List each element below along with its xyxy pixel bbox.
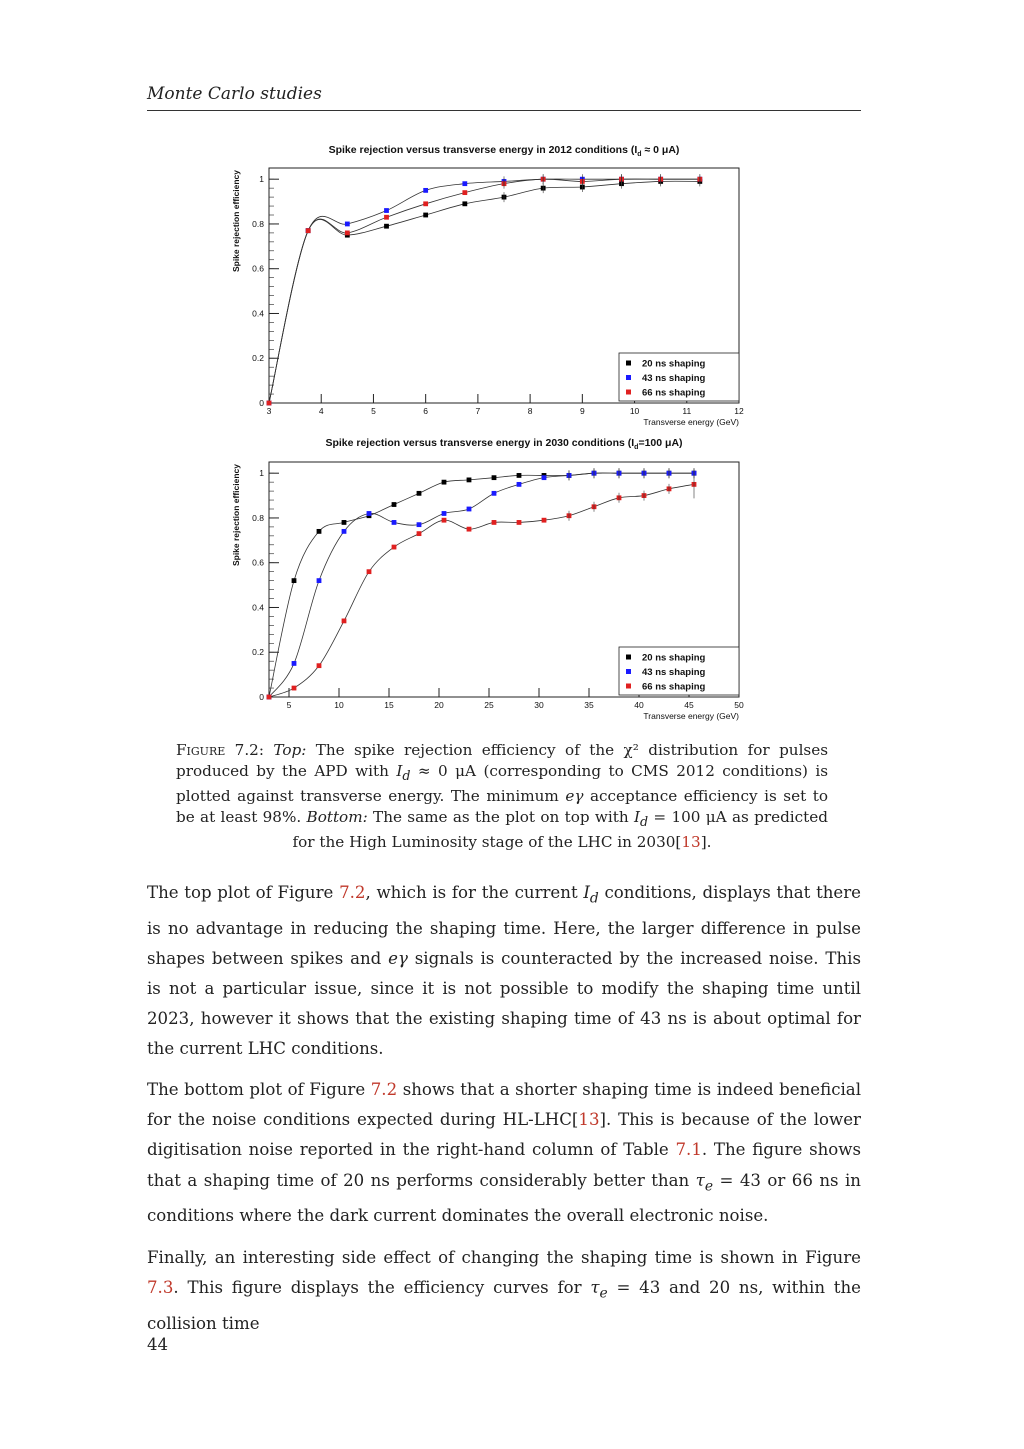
data-point — [442, 511, 447, 516]
x-tick-label: 10 — [629, 406, 640, 416]
data-point — [345, 231, 350, 236]
data-point — [392, 545, 397, 550]
figure-7-2 — [224, 138, 769, 725]
x-tick-label: 4 — [318, 406, 324, 416]
p2-text-a: The bottom plot of Figure — [147, 1080, 371, 1099]
data-point — [462, 181, 467, 186]
x-tick-label: 5 — [371, 406, 376, 416]
x-tick-label: 10 — [334, 700, 344, 710]
data-point — [317, 663, 322, 668]
caption-math1-sub: d — [402, 768, 411, 784]
y-tick-label: 0.4 — [252, 308, 264, 319]
legend-label: 66 ns shaping — [642, 681, 706, 693]
legend-label: 43 ns shaping — [642, 373, 706, 384]
x-tick-label: 6 — [423, 406, 429, 416]
p1-text-b: , which is for the current — [365, 883, 584, 902]
p3-text-c: = 43 and 20 ns, within the collision time — [147, 1278, 861, 1333]
data-point — [392, 502, 397, 507]
legend-label: 20 ns shaping — [642, 358, 706, 370]
data-point — [267, 695, 272, 700]
p3-text-b: . This figure displays the efficiency curves for — [173, 1278, 591, 1298]
y-axis-label: Spike rejection efficiency — [231, 170, 241, 273]
legend-label: 66 ns shaping — [642, 387, 706, 399]
paragraph-3 — [147, 1243, 861, 1339]
x-tick-label: 9 — [579, 406, 585, 416]
data-point — [292, 661, 297, 666]
x-axis-label: Transverse energy (GeV) — [643, 711, 739, 721]
data-point — [417, 522, 422, 527]
legend-label: 43 ns shaping — [642, 667, 706, 678]
p1-text-a: The top plot of Figure — [147, 883, 340, 902]
legend-marker — [626, 375, 631, 380]
data-point — [384, 224, 389, 229]
p2-table-link[interactable]: 7.1 — [675, 1140, 702, 1160]
caption-part5: = 100 μA as predicted for the High Luminosity stage of the LHC in 2030[ — [292, 808, 828, 852]
data-point — [423, 213, 428, 218]
data-point — [306, 228, 311, 233]
caption-label: Figure 7.2: — [176, 741, 264, 759]
data-point — [345, 222, 350, 227]
data-point — [462, 201, 467, 206]
data-point — [342, 529, 347, 534]
legend-marker — [626, 684, 631, 689]
x-tick-label: 25 — [484, 700, 494, 710]
p1-text-d: signals is counteracted by the increased noise. This is not a particular issue, since it is not possible to modify the shaping time until 2023, however it shows that the existing shaping time of 43 ns is about optimal for the current LHC conditions. — [147, 948, 861, 1059]
p2-text-e: = 43 or 66 ns in conditions where the dark current dominates the overall electronic noise. — [147, 1170, 861, 1226]
data-point — [267, 401, 272, 406]
caption-math1: I — [396, 762, 403, 780]
figure-caption — [176, 740, 828, 853]
y-tick-label: 0.8 — [252, 512, 264, 523]
legend-marker — [626, 390, 631, 395]
page-number: 44 — [147, 1335, 169, 1354]
p1-math-2: eγ — [388, 948, 408, 968]
caption-top-label: Top: — [273, 741, 307, 759]
p3-math-1: τ — [590, 1278, 600, 1298]
data-point — [492, 491, 497, 496]
data-point — [423, 201, 428, 206]
x-tick-label: 7 — [475, 406, 481, 416]
caption-math2: eγ — [565, 787, 584, 806]
y-tick-label: 0 — [259, 692, 264, 702]
x-tick-label: 45 — [684, 700, 694, 710]
data-point — [467, 507, 472, 512]
data-point — [384, 208, 389, 213]
caption-part4: The same as the plot on top with — [367, 808, 634, 827]
caption-part1: The spike rejection efficiency of the χ² distribution for pulses produced by the APD with — [176, 741, 829, 780]
x-tick-label: 40 — [634, 700, 644, 710]
p3-figure-link[interactable]: 7.3 — [147, 1278, 174, 1298]
data-point — [384, 215, 389, 220]
x-tick-label: 11 — [682, 406, 692, 416]
p1-figure-link[interactable]: 7.2 — [339, 883, 366, 902]
x-tick-label: 3 — [266, 406, 272, 416]
legend-marker — [626, 361, 631, 366]
chart-2 — [231, 437, 744, 721]
data-point — [367, 569, 372, 574]
p2-figure-link[interactable]: 7.2 — [370, 1080, 398, 1099]
running-header-title: Monte Carlo studies — [147, 84, 322, 104]
x-tick-label: 5 — [286, 700, 292, 710]
p2-math-1-sub: e — [704, 1177, 714, 1194]
y-axis-label: Spike rejection efficiency — [231, 464, 241, 567]
data-point — [292, 686, 297, 691]
data-point — [423, 188, 428, 193]
y-tick-label: 0.6 — [252, 557, 264, 568]
p1-math-1: I — [583, 883, 590, 902]
legend-marker — [626, 655, 631, 660]
running-header — [147, 84, 861, 111]
data-point — [517, 482, 522, 487]
y-tick-label: 1 — [259, 174, 264, 185]
x-axis-label: Transverse energy (GeV) — [643, 417, 739, 427]
chart-title: Spike rejection versus transverse energy in 2012 conditions ($I_d \approx 0$ μA) — [328, 144, 680, 158]
data-point — [342, 619, 347, 624]
y-tick-label: 0 — [259, 398, 264, 408]
data-point — [292, 578, 297, 583]
p3-math-1-sub: e — [599, 1285, 608, 1302]
caption-part2: ≈ 0 μA (corresponding to CMS 2012 conditions) is plotted against transverse energy. The minimum — [176, 762, 828, 806]
x-tick-label: 12 — [734, 406, 744, 416]
data-point — [462, 190, 467, 195]
legend-label: 20 ns shaping — [642, 652, 706, 664]
x-tick-label: 30 — [534, 700, 544, 710]
x-tick-label: 8 — [527, 406, 533, 416]
data-point — [342, 520, 347, 525]
p2-text-d: . The figure shows that a shaping time of 20 ns performs considerably better than — [147, 1140, 862, 1190]
data-point — [517, 473, 522, 478]
data-point — [492, 475, 497, 480]
y-tick-label: 0.2 — [252, 353, 264, 364]
caption-citation-link[interactable]: 13 — [681, 833, 701, 852]
figure-svg — [224, 138, 769, 725]
data-point — [317, 529, 322, 534]
x-tick-label: 20 — [434, 700, 444, 710]
y-tick-label: 0.6 — [252, 263, 264, 274]
p2-math-1: τ — [695, 1170, 705, 1190]
data-point — [442, 518, 447, 523]
data-point — [542, 518, 547, 523]
p3-text-a: Finally, an interesting side effect of changing the shaping time is shown in Figure — [147, 1248, 861, 1267]
data-point — [367, 511, 372, 516]
caption-bottom-label: Bottom: — [306, 808, 368, 827]
paragraph-1 — [147, 878, 861, 1065]
caption-part6: ]. — [700, 833, 712, 852]
data-point — [517, 520, 522, 525]
x-tick-label: 15 — [384, 700, 394, 710]
data-point — [417, 531, 422, 536]
p2-text-c: ]. This is because of the lower digitisation noise reported in the right-hand column of Table — [147, 1110, 861, 1160]
y-tick-label: 0.8 — [252, 218, 264, 229]
p2-text-b: shows that a shorter shaping time is indeed beneficial for the noise conditions expected during HL-LHC[ — [147, 1080, 861, 1130]
p2-citation-link[interactable]: 13 — [578, 1110, 600, 1130]
p1-math-1-sub: d — [589, 890, 599, 907]
caption-part3: acceptance efficiency is set to be at least 98%. — [176, 787, 828, 827]
x-tick-label: 35 — [584, 700, 594, 710]
data-point — [392, 520, 397, 525]
data-point — [492, 520, 497, 525]
p1-text-c: conditions, displays that there is no advantage in reducing the shaping time. Here, the larger difference in pulse shapes between spikes and — [147, 883, 861, 968]
y-tick-label: 0.4 — [252, 602, 264, 613]
y-tick-label: 1 — [259, 468, 264, 479]
caption-math3: I — [633, 808, 640, 827]
chart-title: Spike rejection versus transverse energy in 2030 conditions ($I_d=100$ μA) — [325, 437, 683, 451]
y-tick-label: 0.2 — [252, 647, 264, 658]
caption-math3-sub: d — [639, 814, 649, 830]
data-point — [467, 478, 472, 483]
data-point — [442, 480, 447, 485]
legend-marker — [626, 669, 631, 674]
data-point — [542, 475, 547, 480]
paragraph-2 — [147, 1075, 861, 1231]
data-point — [467, 527, 472, 532]
data-point — [317, 578, 322, 583]
chart-1 — [231, 144, 744, 427]
x-tick-label: 50 — [734, 700, 744, 710]
data-point — [417, 491, 422, 496]
